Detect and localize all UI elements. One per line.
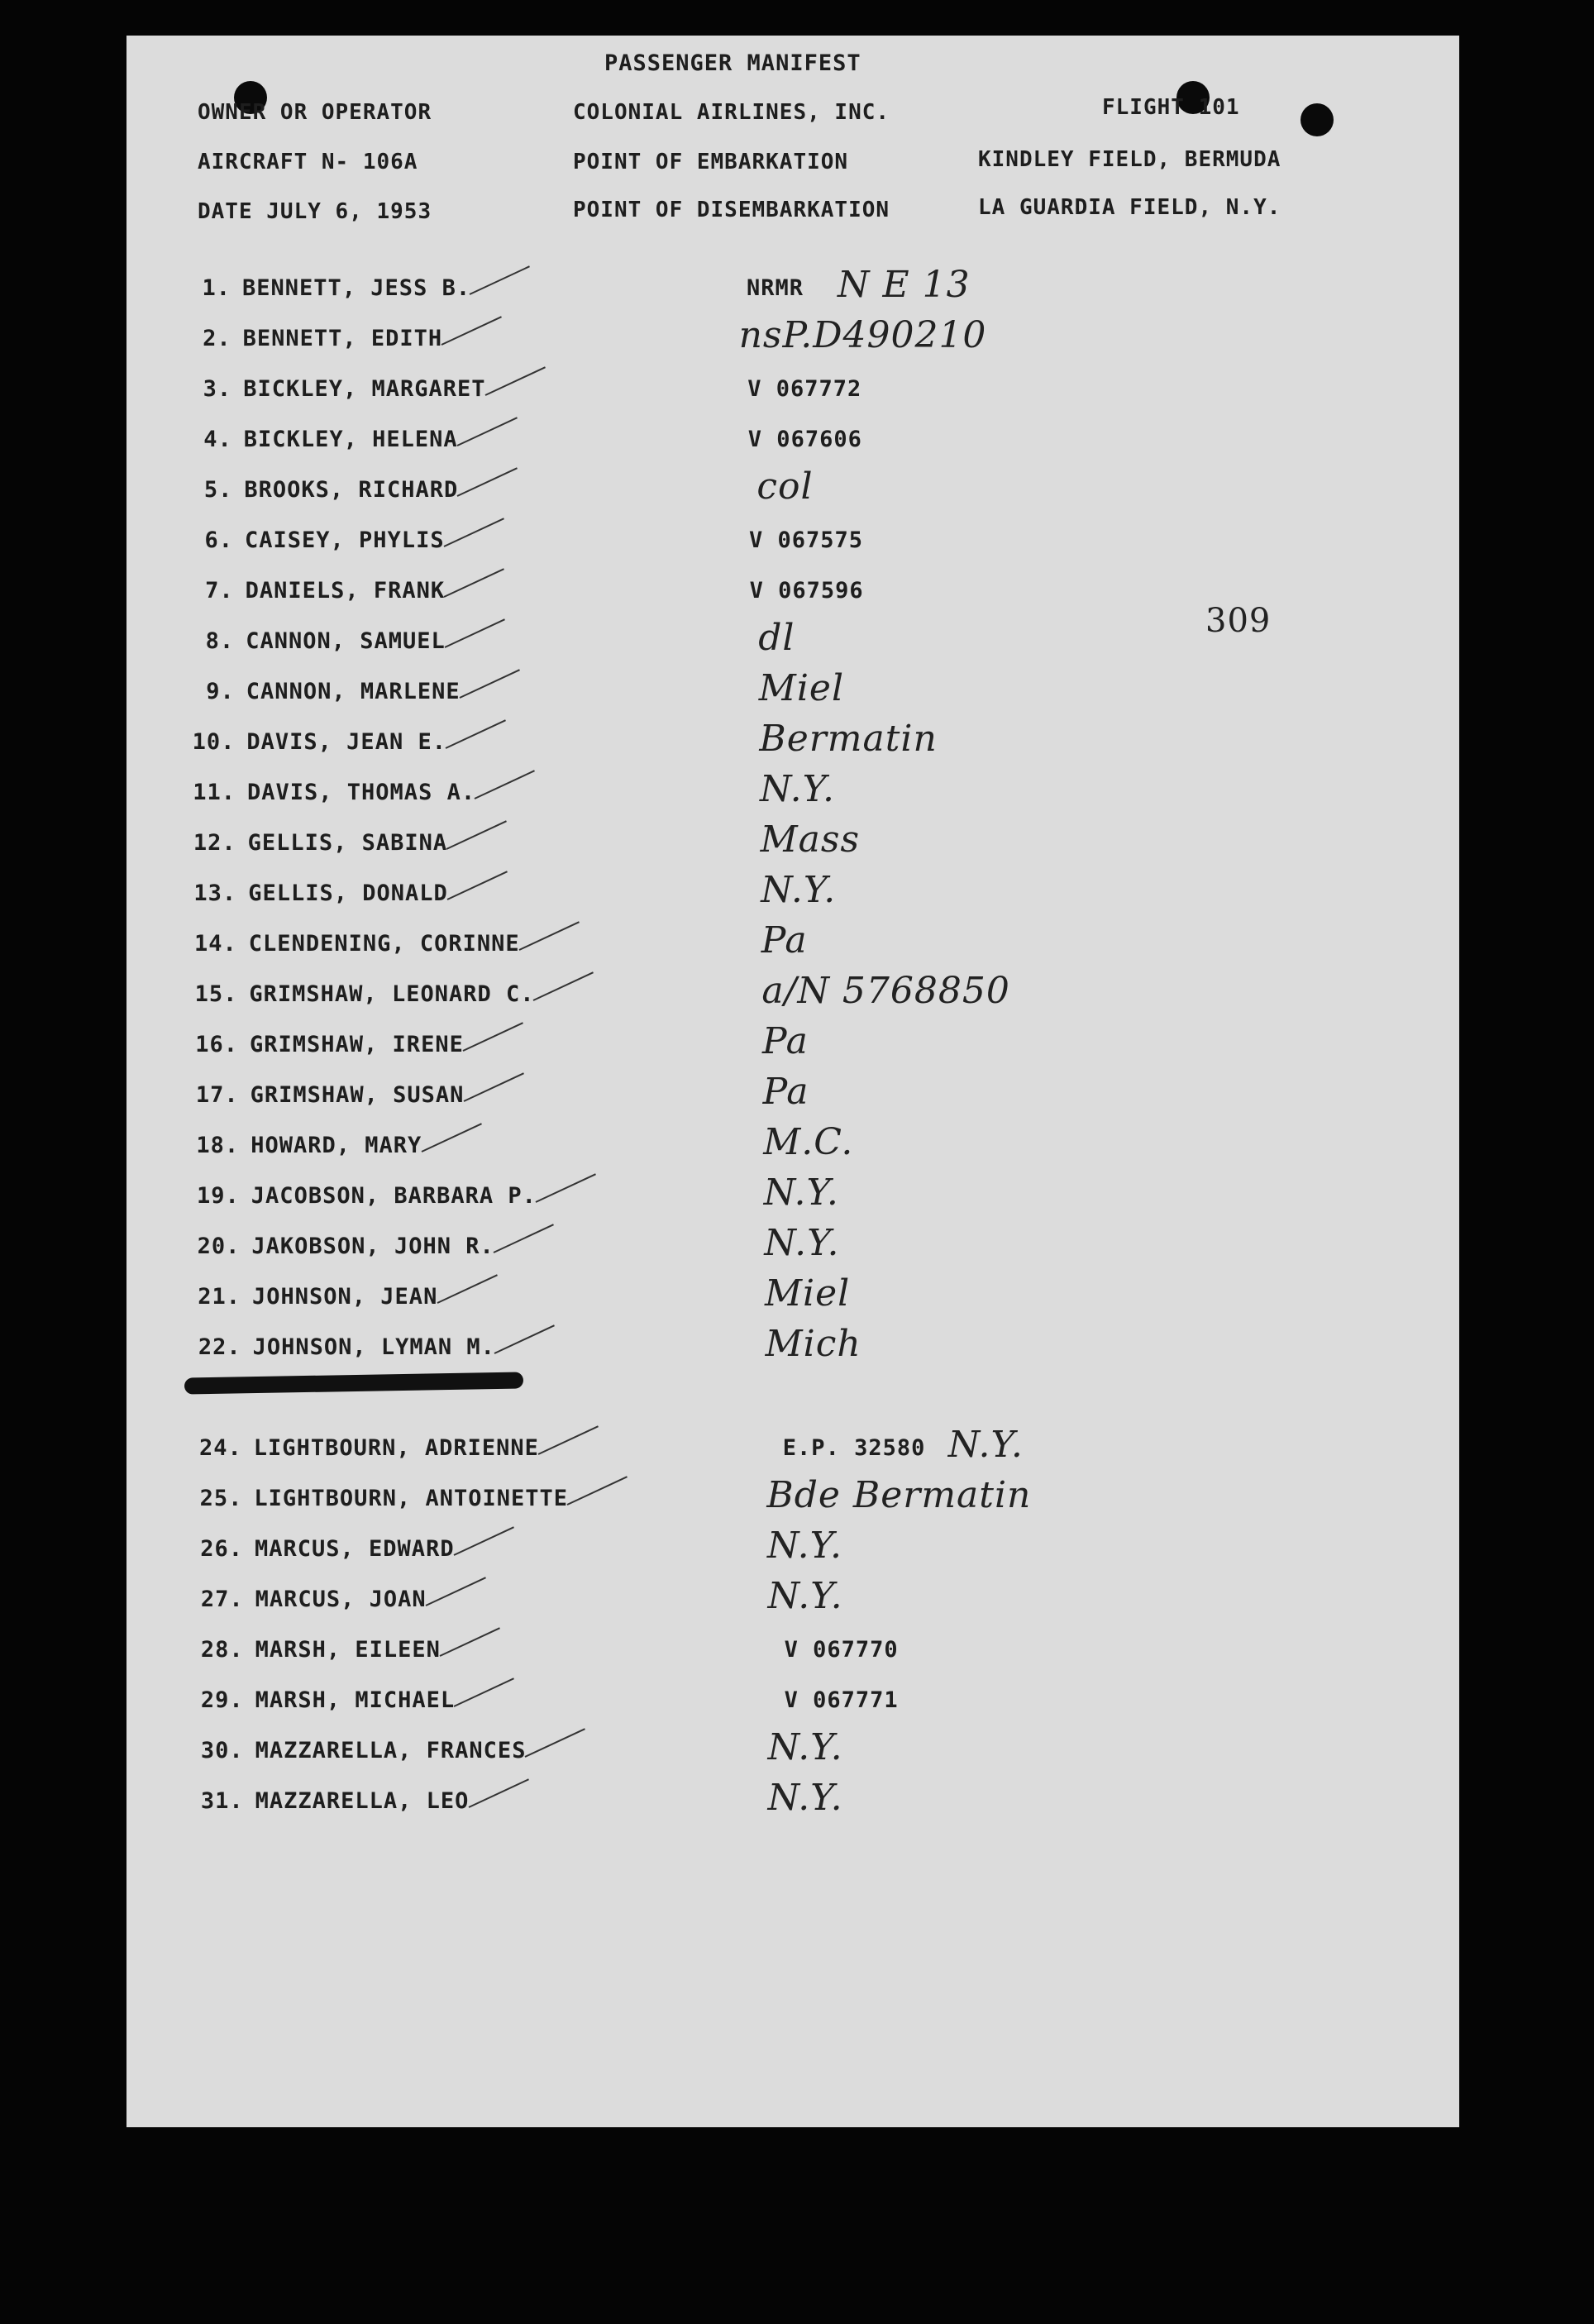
passenger-row — [189, 1726, 1429, 1771]
check-mark-icon — [445, 618, 505, 648]
travel-document: NRMR — [747, 275, 804, 301]
check-mark-icon — [447, 871, 508, 900]
check-mark-icon — [566, 1476, 627, 1506]
passenger-number: 8. — [205, 628, 235, 654]
passenger-name: JOHNSON, JEAN — [252, 1284, 438, 1310]
handwritten-note: N.Y. — [767, 1777, 843, 1819]
check-mark-icon — [440, 1627, 500, 1657]
passenger-name: LIGHTBOURN, ANTOINETTE — [254, 1486, 569, 1511]
check-mark-icon — [437, 1274, 497, 1304]
passenger-row — [187, 1323, 1427, 1367]
passenger-row — [176, 264, 1416, 308]
passenger-number: 2. — [203, 326, 231, 351]
passenger-name: GELLIS, DONALD — [248, 880, 448, 906]
passenger-number: 29. — [200, 1687, 244, 1713]
passenger-row — [180, 718, 1420, 762]
owner-value: COLONIAL AIRLINES, INC. — [573, 100, 890, 125]
handwritten-note: a/N 5768850 — [761, 970, 1010, 1012]
passenger-row — [179, 578, 1420, 611]
passenger-number: 3. — [203, 376, 232, 402]
passenger-row — [177, 376, 1417, 409]
embarkation-label: POINT OF EMBARKATION — [573, 150, 849, 174]
disembarkation-label: POINT OF DISEMBARKATION — [573, 198, 890, 222]
handwritten-note: N.Y. — [763, 1172, 839, 1214]
passenger-number: 19. — [197, 1183, 240, 1209]
passenger-number: 7. — [205, 578, 234, 604]
check-mark-icon — [470, 265, 530, 295]
passenger-name: LIGHTBOURN, ADRIENNE — [253, 1435, 539, 1461]
passenger-row — [181, 768, 1421, 813]
passenger-number: 5. — [203, 477, 233, 503]
passenger-name: DANIELS, FRANK — [245, 578, 446, 604]
embarkation-value: KINDLEY FIELD, BERMUDA — [978, 147, 1281, 172]
travel-document: E.P. 32580 — [782, 1435, 926, 1461]
passenger-name: JAKOBSON, JOHN R. — [251, 1234, 494, 1259]
check-mark-icon — [454, 1677, 514, 1707]
passenger-name: GRIMSHAW, SUSAN — [250, 1082, 465, 1108]
passenger-row — [180, 667, 1420, 712]
passenger-row — [184, 1121, 1425, 1166]
disembarkation-value: LA GUARDIA FIELD, N.Y. — [978, 195, 1281, 220]
check-mark-icon — [459, 669, 519, 699]
passenger-name: HOWARD, MARY — [251, 1133, 422, 1158]
passenger-name: GELLIS, SABINA — [247, 830, 448, 856]
passenger-row — [189, 1687, 1429, 1720]
handwritten-note: Pa — [762, 1020, 809, 1062]
passenger-number: 9. — [206, 679, 235, 704]
passenger-row — [185, 1172, 1425, 1216]
passenger-row — [182, 818, 1422, 863]
passenger-row — [177, 314, 1417, 359]
passenger-number: 14. — [194, 931, 237, 957]
passenger-name: MAZZARELLA, LEO — [255, 1788, 470, 1814]
passenger-row — [183, 970, 1423, 1014]
passenger-number: 20. — [197, 1234, 241, 1259]
passenger-number: 21. — [198, 1284, 241, 1310]
handwritten-note: Mich — [765, 1323, 861, 1365]
passenger-name: DAVIS, THOMAS A. — [247, 780, 476, 805]
passenger-row — [184, 1020, 1424, 1065]
passenger-name: MARCUS, JOAN — [255, 1587, 427, 1612]
handwritten-note: N E 13 — [838, 264, 971, 306]
passenger-number: 10. — [192, 729, 236, 755]
passenger-name: BENNETT, EDITH — [242, 326, 443, 351]
handwritten-note: Pa — [761, 919, 808, 962]
handwritten-note: N.Y. — [764, 1222, 840, 1264]
passenger-row — [178, 465, 1418, 510]
manifest-sheet — [126, 36, 1459, 2127]
travel-document: V 067596 — [749, 578, 864, 604]
handwritten-note: N.Y. — [767, 1575, 843, 1617]
handwritten-note: nsP.D490210 — [738, 314, 987, 356]
handwritten-note: Pa — [762, 1071, 809, 1113]
passenger-name: JACOBSON, BARBARA P. — [251, 1183, 537, 1209]
passenger-row — [178, 427, 1418, 460]
passenger-number: 4. — [203, 427, 232, 452]
travel-document: V 067606 — [747, 427, 862, 452]
passenger-row — [186, 1272, 1426, 1317]
flight-number: FLIGHT 101 — [1102, 95, 1240, 120]
check-mark-icon — [463, 1022, 523, 1052]
passenger-row — [188, 1474, 1428, 1519]
passenger-name: BICKLEY, HELENA — [243, 427, 458, 452]
check-mark-icon — [446, 719, 506, 749]
check-mark-icon — [518, 921, 579, 951]
passenger-number: 27. — [200, 1587, 244, 1612]
passenger-row — [189, 1637, 1429, 1670]
manifest-title: PASSENGER MANIFEST — [604, 50, 861, 76]
travel-document: V 067772 — [747, 376, 862, 402]
passenger-number: 12. — [193, 830, 236, 856]
passenger-number: 25. — [199, 1486, 243, 1511]
handwritten-note: dl — [758, 617, 795, 659]
passenger-row — [189, 1575, 1429, 1620]
passenger-row — [182, 869, 1422, 914]
check-mark-icon — [441, 316, 502, 346]
passenger-row — [179, 527, 1419, 561]
handwritten-note: N.Y. — [767, 1726, 843, 1768]
handwritten-note: Miel — [765, 1272, 851, 1315]
passenger-row — [189, 1525, 1429, 1569]
passenger-row — [184, 1071, 1425, 1115]
check-mark-icon — [494, 1324, 555, 1354]
check-mark-icon — [426, 1577, 486, 1606]
handwritten-note: N.Y. — [760, 768, 836, 810]
handwritten-note: N.Y. — [761, 869, 837, 911]
check-mark-icon — [468, 1778, 528, 1808]
passenger-name: BICKLEY, MARGARET — [243, 376, 486, 402]
check-mark-icon — [446, 820, 507, 850]
passenger-number: 22. — [198, 1334, 241, 1360]
passenger-row — [185, 1222, 1425, 1267]
passenger-name: CLENDENING, CORINNE — [248, 931, 520, 957]
passenger-name: GRIMSHAW, LEONARD C. — [249, 981, 535, 1007]
redacted-row-23 — [184, 1372, 523, 1394]
check-mark-icon — [493, 1224, 553, 1253]
passenger-number: 6. — [204, 527, 233, 553]
handwritten-note: Bermatin — [759, 718, 938, 760]
passenger-number: 18. — [196, 1133, 240, 1158]
check-mark-icon — [525, 1728, 585, 1758]
page-number: 309 — [1205, 602, 1272, 640]
owner-label: OWNER OR OPERATOR — [198, 100, 432, 125]
passenger-name: CANNON, SAMUEL — [246, 628, 446, 654]
check-mark-icon — [444, 568, 504, 598]
passenger-row — [183, 919, 1423, 964]
passenger-number: 17. — [195, 1082, 239, 1108]
passenger-name: GRIMSHAW, IRENE — [250, 1032, 464, 1057]
travel-document: V 067575 — [749, 527, 864, 553]
handwritten-note: M.C. — [763, 1121, 854, 1163]
check-mark-icon — [443, 518, 503, 547]
passenger-name: MAZZARELLA, FRANCES — [255, 1738, 527, 1763]
check-mark-icon — [535, 1173, 595, 1203]
passenger-number: 30. — [200, 1738, 244, 1763]
check-mark-icon — [421, 1123, 481, 1152]
aircraft-number: AIRCRAFT N- 106A — [198, 150, 418, 174]
passenger-name: JOHNSON, LYMAN M. — [252, 1334, 495, 1360]
handwritten-note: Miel — [758, 667, 845, 709]
passenger-number: 28. — [200, 1637, 244, 1663]
handwritten-note: N.Y. — [767, 1525, 843, 1567]
passenger-name: DAVIS, JEAN E. — [246, 729, 446, 755]
passenger-number: 13. — [193, 880, 237, 906]
passenger-name: BENNETT, JESS B. — [242, 275, 471, 301]
passenger-row — [189, 1777, 1429, 1821]
passenger-number: 24. — [199, 1435, 242, 1461]
passenger-name: CAISEY, PHYLIS — [245, 527, 445, 553]
passenger-row — [188, 1424, 1428, 1468]
check-mark-icon — [463, 1072, 523, 1102]
check-mark-icon — [457, 467, 518, 497]
passenger-name: BROOKS, RICHARD — [244, 477, 459, 503]
travel-document: V 067770 — [784, 1637, 899, 1663]
flight-date: DATE JULY 6, 1953 — [198, 199, 432, 224]
passenger-number: 16. — [195, 1032, 238, 1057]
check-mark-icon — [453, 1526, 513, 1556]
passenger-name: MARSH, MICHAEL — [255, 1687, 456, 1713]
punch-hole — [1300, 103, 1334, 136]
check-mark-icon — [456, 417, 517, 446]
handwritten-note: Bde Bermatin — [766, 1474, 1032, 1516]
handwritten-note: Mass — [760, 818, 861, 861]
check-mark-icon — [475, 770, 535, 799]
passenger-name: MARCUS, EDWARD — [255, 1536, 455, 1562]
passenger-name: MARSH, EILEEN — [255, 1637, 441, 1663]
check-mark-icon — [537, 1425, 598, 1455]
handwritten-note: N.Y. — [947, 1424, 1024, 1466]
passenger-name: CANNON, MARLENE — [246, 679, 461, 704]
passenger-number: 31. — [200, 1788, 244, 1814]
travel-document: V 067771 — [784, 1687, 899, 1713]
passenger-number: 15. — [194, 981, 238, 1007]
passenger-number: 1. — [202, 275, 231, 301]
passenger-number: 11. — [193, 780, 236, 805]
check-mark-icon — [533, 971, 594, 1001]
passenger-number: 26. — [200, 1536, 243, 1562]
handwritten-note: col — [756, 465, 814, 508]
check-mark-icon — [484, 366, 545, 396]
